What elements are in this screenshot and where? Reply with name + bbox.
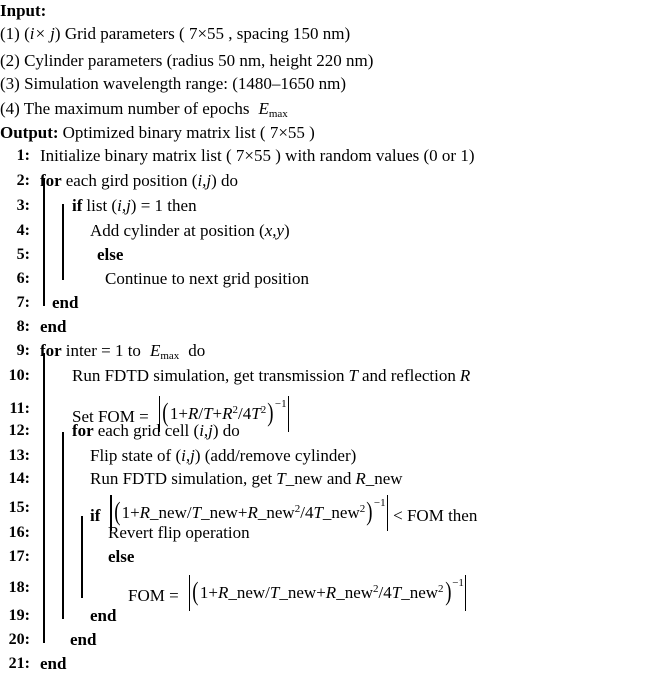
line-5-body	[97, 246, 123, 264]
line-8-body	[40, 318, 66, 336]
line-10-body	[72, 367, 470, 385]
line-number-13: 13:	[8, 447, 30, 464]
line-14-transmission-var: T	[276, 469, 286, 488]
line-3-index-vars: i,j	[117, 196, 131, 215]
line-18-label: FOM =	[128, 585, 179, 605]
line-13-tail: ) (add/remove cylinder)	[194, 446, 357, 465]
line-13-body	[90, 447, 356, 465]
line-number-20: 20:	[8, 631, 30, 648]
f11-T1: T	[203, 404, 213, 423]
indent-bar-level2-loop12	[62, 432, 64, 619]
line-4-coords: x,y	[264, 221, 285, 240]
line-7-body	[52, 294, 78, 312]
line-number-10: 10:	[8, 367, 30, 384]
f11-four: 4	[242, 404, 252, 423]
line-number-4: 4:	[16, 222, 30, 239]
line-number-3: 3:	[16, 197, 30, 214]
line-14-text: Run FDTD simulation, get	[90, 469, 273, 488]
f15-Tnew1: _new	[201, 503, 238, 522]
line-6-body	[105, 270, 309, 288]
line-number-1: 1:	[16, 147, 30, 164]
input-label: Input:	[0, 1, 47, 20]
f15-R2: R	[247, 503, 258, 522]
f11-slash2: /	[238, 404, 243, 423]
keyword-else-17: else	[108, 547, 135, 566]
keyword-end-8: end	[40, 317, 67, 336]
keyword-do-9: do	[188, 341, 206, 360]
f11-plus1: +	[178, 404, 188, 423]
input-item-1	[0, 25, 350, 43]
line-10-mid: and reflection	[361, 366, 456, 385]
keyword-else-5: else	[97, 245, 124, 264]
line-10-text: Run FDTD simulation, get transmission	[72, 366, 345, 385]
input-item-1-rest: ) Grid parameters ( 7×55 , spacing 150 nm)	[54, 24, 351, 43]
output-text: Optimized binary matrix list ( 7×55 )	[62, 123, 315, 142]
f11-T-exp: 2	[260, 404, 267, 416]
line-12-text: each grid cell (	[97, 421, 200, 440]
indent-bar-level1-loop9	[43, 353, 45, 643]
f18-plus1: +	[208, 583, 218, 602]
f18-Rnew2: _new	[336, 583, 374, 602]
line-20-body	[70, 631, 96, 649]
f11-R2: R	[222, 404, 233, 423]
f15-inverse-exp: −1	[373, 497, 386, 509]
line-number-14: 14:	[8, 470, 30, 487]
f15-one: 1	[121, 503, 131, 522]
input-item-3-text: (3) Simulation wavelength range: (1480–1650 nm)	[0, 74, 347, 93]
fom-assign-formula-18: (1+R_new/T_new+R_new$^2$/4T_new$^2$)−1	[188, 575, 468, 611]
keyword-end-19: end	[90, 606, 117, 625]
line-1-body	[40, 147, 474, 165]
line-14-transmission-suffix: _new and	[285, 469, 352, 488]
f15-plus1: +	[130, 503, 140, 522]
f11-one: 1	[169, 404, 179, 423]
f18-R2: R	[325, 583, 337, 602]
f15-Rnew1: _new	[150, 503, 187, 522]
f15-plus2: +	[237, 503, 248, 522]
f15-R1: R	[139, 503, 151, 522]
line-10-reflection-var: R	[459, 366, 471, 385]
line-14-body	[90, 470, 403, 488]
line-10-transmission-var: T	[348, 366, 358, 385]
keyword-end-21: end	[40, 654, 67, 673]
f18-one: 1	[199, 583, 209, 602]
line-13-text: Flip state of (	[90, 446, 182, 465]
f18-R1: R	[217, 583, 229, 602]
line-number-11: 11:	[9, 400, 30, 417]
f15-R-exp: 2	[294, 503, 301, 515]
keyword-for-9: for	[40, 341, 62, 360]
keyword-if-3: if	[72, 196, 83, 215]
line-4-text: Add cylinder at position (	[90, 221, 265, 240]
f15-T1: T	[191, 503, 202, 522]
f11-inverse-exp: −1	[274, 398, 287, 410]
keyword-for-12: for	[72, 421, 94, 440]
line-18-body	[128, 575, 467, 611]
f15-T-exp: 2	[359, 503, 366, 515]
indent-bar-level2-if3	[62, 204, 64, 280]
line-21-body	[40, 655, 66, 673]
f18-slash2: /	[378, 583, 384, 602]
line-14-reflection-suffix: _new	[365, 469, 403, 488]
line-number-2: 2:	[16, 172, 30, 189]
input-item-1-grid-vars: i× j	[29, 24, 55, 43]
line-4-body	[90, 222, 290, 240]
line-9-body	[40, 342, 205, 365]
input-item-2-text: (2) Cylinder parameters (radius 50 nm, height 220 nm)	[0, 51, 374, 70]
line-12-tail: ) do	[212, 421, 240, 440]
line-9-epochs-variable: E	[149, 341, 161, 360]
keyword-end-7: end	[52, 293, 79, 312]
line-number-12: 12:	[8, 422, 30, 439]
input-item-2	[0, 52, 373, 70]
f18-T1: T	[269, 583, 280, 602]
epochs-variable-subscript: max	[268, 108, 288, 121]
epochs-variable: E	[258, 99, 269, 118]
output-heading	[0, 124, 315, 142]
line-number-5: 5:	[16, 246, 30, 263]
line-2-text: each gird position (	[65, 171, 198, 190]
line-2-index-vars: i,j	[197, 171, 212, 190]
line-4-tail: )	[284, 221, 290, 240]
line-number-8: 8:	[16, 318, 30, 335]
input-item-4-text: (4) The maximum number of epochs	[0, 99, 250, 118]
f15-slash2: /	[300, 503, 305, 522]
input-item-3	[0, 75, 346, 93]
input-item-1-prefix: (1) (	[0, 24, 30, 43]
line-12-body	[72, 422, 240, 440]
f18-inverse-exp: −1	[452, 577, 464, 589]
line-11-label: Set FOM =	[72, 406, 149, 426]
line-2-body	[40, 172, 238, 190]
f18-four: 4	[383, 583, 392, 602]
line-number-21: 21:	[8, 655, 30, 672]
indent-bar-level1-loop2	[43, 178, 45, 306]
line-number-18: 18:	[8, 579, 30, 596]
f15-T2: T	[313, 503, 323, 522]
line-number-7: 7:	[16, 294, 30, 311]
f11-plus2: +	[212, 404, 223, 423]
line-3-body	[72, 197, 197, 215]
indent-bar-level3-if15	[81, 516, 83, 598]
line-number-9: 9:	[16, 342, 30, 359]
f11-R1: R	[187, 404, 199, 423]
line-16-text: Revert flip operation	[108, 523, 250, 542]
line-19-body	[90, 607, 116, 625]
f15-Rnew2: _new	[257, 503, 295, 522]
line-14-reflection-var: R	[355, 469, 366, 488]
f11-R-exp: 2	[232, 404, 239, 416]
line-13-index-vars: i,j	[181, 446, 195, 465]
line-3-tail: ) = 1 then	[130, 196, 197, 215]
line-number-15: 15:	[8, 499, 30, 516]
line-3-text: list (	[86, 196, 118, 215]
f18-slash1: /	[265, 583, 270, 602]
line-17-body	[108, 548, 134, 566]
line-9-epochs-subscript: max	[160, 350, 180, 363]
input-heading	[0, 2, 46, 20]
line-number-16: 16:	[8, 524, 30, 541]
line-number-6: 6:	[16, 270, 30, 287]
keyword-if-15: if	[90, 505, 101, 525]
line-number-19: 19:	[8, 607, 30, 624]
line-6-text: Continue to next grid position	[105, 269, 309, 288]
fom-new-formula-15: (1+R_new/T_new+R_new$^2$/4T_new$^2$)−1	[109, 495, 389, 531]
f18-plus2: +	[316, 583, 326, 602]
line-number-17: 17:	[8, 548, 30, 565]
f18-T-exp: 2	[438, 583, 444, 595]
line-16-body	[108, 524, 250, 542]
f11-slash1: /	[198, 404, 204, 423]
keyword-for-2: for	[40, 171, 62, 190]
keyword-end-20: end	[70, 630, 97, 649]
f18-T2: T	[391, 583, 402, 602]
line-9-text: inter = 1 to	[65, 341, 141, 360]
input-item-4	[0, 100, 288, 123]
f18-R-exp: 2	[373, 583, 379, 595]
f18-Tnew2: _new	[401, 583, 439, 602]
f11-T2: T	[251, 404, 261, 423]
line-12-index-vars: i,j	[199, 421, 213, 440]
f15-Tnew2: _new	[322, 503, 360, 522]
f18-Rnew1: _new	[228, 583, 266, 602]
output-label: Output:	[0, 123, 59, 142]
f15-four: 4	[304, 503, 314, 522]
fom-formula-11: $(1+R/T+R^2/4T^2)-1$	[158, 396, 290, 432]
f15-slash1: /	[186, 503, 192, 522]
line-15-condition-tail: < FOM then	[393, 505, 478, 525]
f18-Tnew1: _new	[279, 583, 317, 602]
line-1-text: Initialize binary matrix list ( 7×55 ) with random values (0 or 1)	[40, 146, 475, 165]
line-2-tail: ) do	[211, 171, 239, 190]
